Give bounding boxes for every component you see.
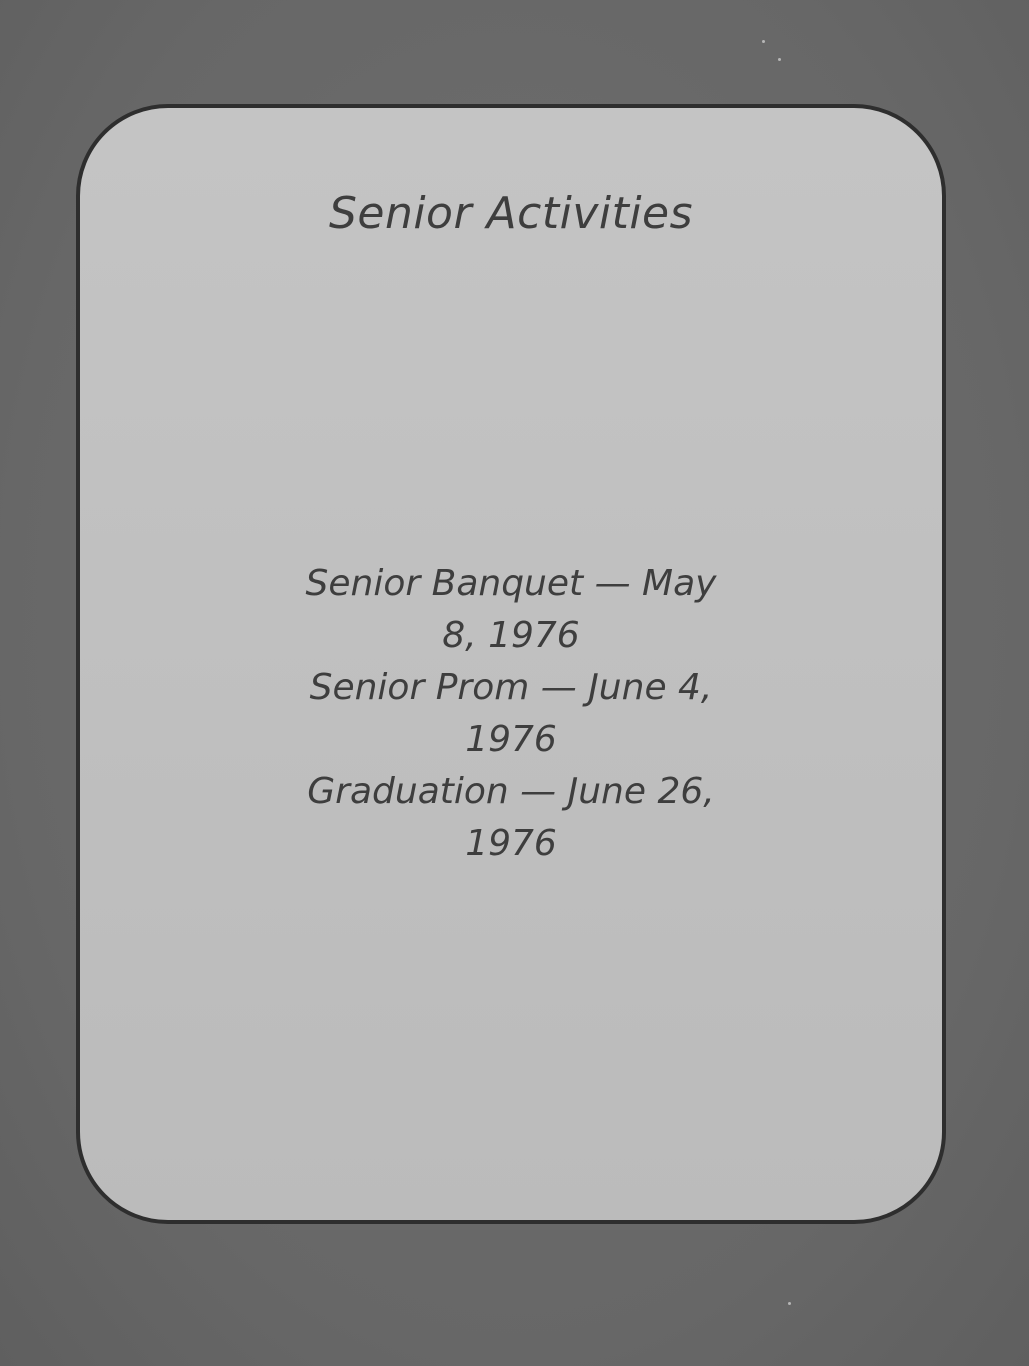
dust-speck — [762, 40, 765, 43]
events-list — [80, 558, 942, 870]
event-senior-banquet — [80, 558, 942, 662]
event-date-line: 8, 1976 — [442, 615, 580, 656]
event-name-line: Senior Banquet — May — [305, 563, 717, 604]
page-title: Senior Activities — [328, 188, 694, 239]
event-name-line: Graduation — June 26, — [307, 771, 715, 812]
event-name-line: Senior Prom — June 4, — [309, 667, 713, 708]
event-graduation — [80, 766, 942, 870]
event-date-line: 1976 — [465, 823, 557, 864]
content-panel — [76, 104, 946, 1224]
dust-speck — [778, 58, 781, 61]
event-senior-prom — [80, 662, 942, 766]
event-date-line: 1976 — [465, 719, 557, 760]
dust-speck — [788, 1302, 791, 1305]
